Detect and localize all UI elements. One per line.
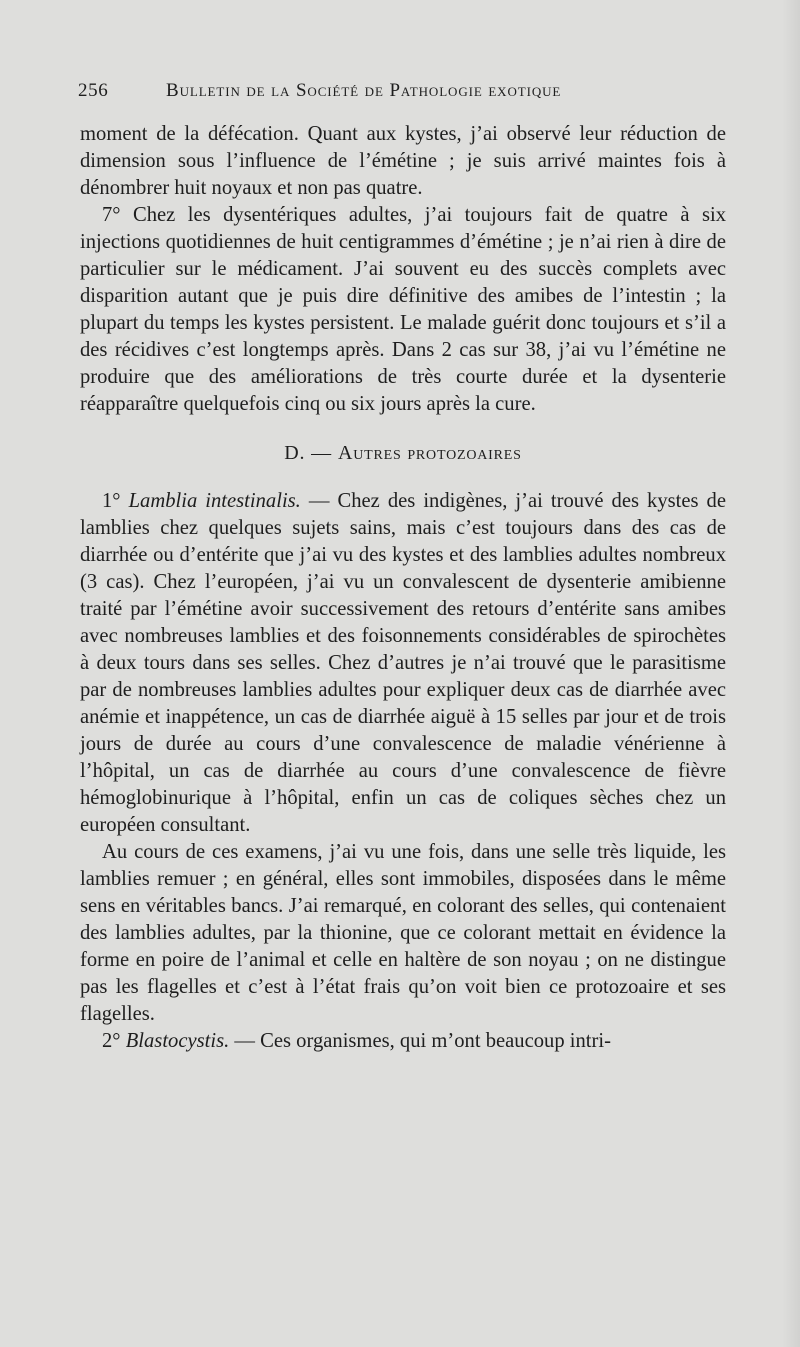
- section-heading: [80, 440, 726, 467]
- paragraph-lamblia: [80, 488, 726, 840]
- paragraph-blastocystis: [80, 1028, 726, 1055]
- running-title: Bulletin de la Société de Pathologie exotique: [166, 80, 562, 101]
- paragraph-text: — Chez des indigènes, j’ai trouvé des kystes de lamblies chez quelques sujets sains, mais c’est toujours dans des cas de diarrhée ou d’entérite que j’ai vu des kystes et des lamblies adultes nombreux (3 cas). Chez l’européen, j’ai vu un convalescent de dysenterie amibienne traité par l’émétine avoir successivement des retours d’entérite sans amibes avec nombreuses lamblies et des foisonnements considérables de spirochètes à deux tours dans ses selles. Chez d’autres je n’ai trouvé que le parasitisme par de nombreuses lamblies adultes pour expliquer deux cas de diarrhée avec anémie et inappétence, un cas de diarrhée aiguë à 15 selles par jour et de trois jours de durée au cours d’une convalescence de maladie vénérienne à l’hôpital, un cas de diarrhée au cours d’une convalescence de fièvre hémoglobinurique à l’hôpital, enfin un cas de coliques sèches chez un européen consultant.: [80, 489, 726, 837]
- section-title: Autres protozoaires: [337, 441, 522, 464]
- paragraph-item-7: 7° Chez les dysentériques adultes, j’ai toujours fait de quatre à six injections quotidiennes de huit centigrammes d’émétine ; je n’ai rien à dire de particulier sur le médicament. J’ai souvent eu des succès complets avec disparition autant que je puis dire définitive des amibes de l’intestin ; la plupart du temps les kystes persistent. Le malade guérit donc toujours et s’il a des récidives c’est longtemps après. Dans 2 cas sur 38, j’ai vu l’émétine ne produire que des améliorations de très courte durée et la dysenterie réapparaître quelquefois cinq ou six jours après la cure.: [80, 204, 726, 416]
- item-number: 1°: [102, 489, 121, 512]
- taxon-name: Lamblia intestinalis.: [128, 489, 301, 512]
- taxon-name: Blastocystis.: [125, 1030, 230, 1053]
- paragraph-text: — Ces organismes, qui m’ont beaucoup intri-: [229, 1030, 611, 1053]
- section-letter: D. —: [284, 441, 332, 464]
- page-number: 256: [78, 80, 109, 101]
- body-text: [80, 121, 726, 1056]
- paragraph-observations: Au cours de ces examens, j’ai vu une fois, dans une selle très liquide, les lamblies remuer ; en général, elles sont immobiles, disposées dans le même sens en véritables bancs. J’ai remarqué, en colorant des selles, qui contenaient des lamblies adultes, par la thionine, que ce colorant mettait en évidence la forme en poire de l’animal et celle en haltère de son noyau ; on ne distingue pas les flagelles et c’est à l’état frais qu’on voit bien ce protozoaire et ses flagelles.: [80, 841, 726, 1026]
- item-number: 2°: [102, 1030, 121, 1053]
- running-header: [78, 80, 728, 104]
- paragraph-continuation: moment de la défécation. Quant aux kystes, j’ai observé leur réduction de dimension sous l’influence de l’émétine ; je suis arrivé maintes fois à dénombrer huit noyaux et non pas quatre.: [80, 123, 726, 200]
